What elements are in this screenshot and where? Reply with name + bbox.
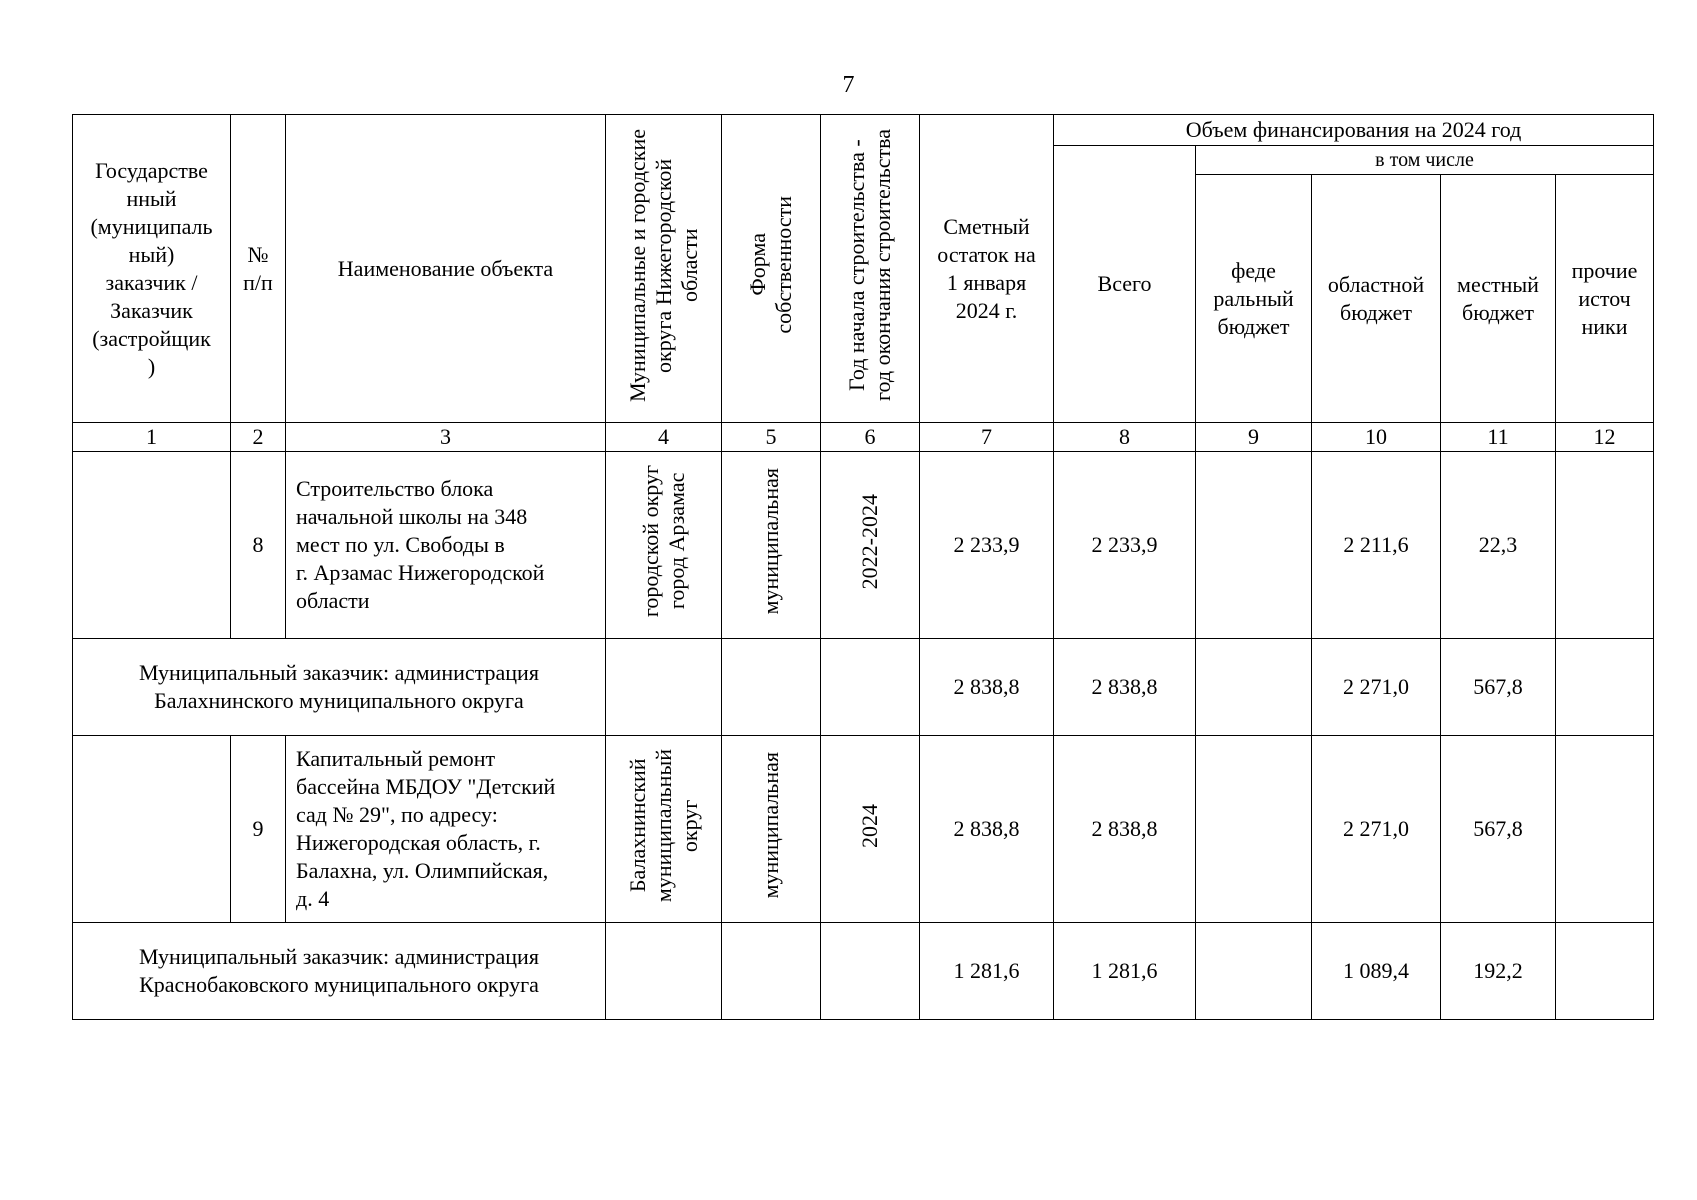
total-value: 2 838,8	[1054, 736, 1196, 923]
federal-value	[1196, 639, 1312, 736]
table-row-customer-krasnobakovsky	[73, 923, 1654, 1020]
total-value: 1 281,6	[1054, 923, 1196, 1020]
header-municipality	[606, 115, 722, 423]
customer-label: Муниципальный заказчик: администрация Балахнинского муниципального округа	[73, 639, 606, 736]
municipality-cell	[606, 736, 722, 923]
ownership-cell	[722, 639, 821, 736]
regional-value: 1 089,4	[1312, 923, 1441, 1020]
column-number: 2	[231, 423, 286, 452]
regional-value: 2 271,0	[1312, 639, 1441, 736]
municipality-cell	[606, 923, 722, 1020]
header-local: местный бюджет	[1441, 175, 1556, 423]
years-cell	[821, 639, 920, 736]
ownership-cell	[722, 923, 821, 1020]
column-number: 1	[73, 423, 231, 452]
header-ownership-text: Форма собственности	[745, 196, 796, 334]
column-number: 9	[1196, 423, 1312, 452]
years-text: 2024	[857, 803, 882, 848]
header-total: Всего	[1054, 146, 1196, 423]
municipality-cell	[606, 639, 722, 736]
table-row-customer-balakhna	[73, 639, 1654, 736]
municipality-text: Балахнинский муниципальный округ	[624, 748, 702, 903]
header-regional: областной бюджет	[1312, 175, 1441, 423]
ownership-text: муниципальная	[758, 468, 783, 615]
header-years-text: Год начала строительства - год окончания строительства	[844, 129, 895, 401]
local-value: 567,8	[1441, 736, 1556, 923]
column-number: 7	[920, 423, 1054, 452]
federal-value	[1196, 923, 1312, 1020]
other-value	[1556, 452, 1654, 639]
other-value	[1556, 639, 1654, 736]
ownership-cell	[722, 452, 821, 639]
column-number: 4	[606, 423, 722, 452]
years-cell	[821, 923, 920, 1020]
years-cell	[821, 736, 920, 923]
local-value: 567,8	[1441, 639, 1556, 736]
header-federal: феде ральный бюджет	[1196, 175, 1312, 423]
other-value	[1556, 923, 1654, 1020]
header-other: прочие источ ники	[1556, 175, 1654, 423]
header-num: № п/п	[231, 115, 286, 423]
page-number: 7	[842, 72, 855, 98]
ownership-cell	[722, 736, 821, 923]
estimate-value: 2 838,8	[920, 639, 1054, 736]
financing-table	[72, 114, 1654, 1020]
table-row-item-8	[73, 452, 1654, 639]
total-value: 2 838,8	[1054, 639, 1196, 736]
customer-cell	[73, 452, 231, 639]
item-number: 9	[231, 736, 286, 923]
column-number: 12	[1556, 423, 1654, 452]
years-cell	[821, 452, 920, 639]
column-number: 5	[722, 423, 821, 452]
column-number: 8	[1054, 423, 1196, 452]
header-object-name: Наименование объекта	[286, 115, 606, 423]
header-ownership	[722, 115, 821, 423]
header-municipality-text: Муниципальные и городские округа Нижегородской области	[624, 128, 702, 402]
estimate-value: 2 838,8	[920, 736, 1054, 923]
item-number: 8	[231, 452, 286, 639]
column-number: 6	[821, 423, 920, 452]
column-number: 3	[286, 423, 606, 452]
header-customer: Государстве нный (муниципаль ный) заказчик / Заказчик (застройщик )	[73, 115, 231, 423]
municipality-text: городской округ город Арзамас	[637, 465, 689, 618]
years-text: 2022-2024	[857, 493, 882, 590]
table-row-item-9	[73, 736, 1654, 923]
regional-value: 2 271,0	[1312, 736, 1441, 923]
header-years	[821, 115, 920, 423]
estimate-value: 2 233,9	[920, 452, 1054, 639]
ownership-text: муниципальная	[758, 752, 783, 899]
column-numbers-row	[73, 423, 1654, 452]
header-funding-group: Объем финансирования на 2024 год	[1054, 115, 1654, 146]
header-estimate: Сметный остаток на 1 января 2024 г.	[920, 115, 1054, 423]
header-including: в том числе	[1196, 146, 1654, 175]
header-row-1	[73, 115, 1654, 146]
local-value: 22,3	[1441, 452, 1556, 639]
column-number: 10	[1312, 423, 1441, 452]
total-value: 2 233,9	[1054, 452, 1196, 639]
customer-label: Муниципальный заказчик: администрация Краснобаковского муниципального округа	[73, 923, 606, 1020]
object-name: Строительство блока начальной школы на 348 мест по ул. Свободы в г. Арзамас Нижегородской области	[286, 452, 606, 639]
estimate-value: 1 281,6	[920, 923, 1054, 1020]
object-name: Капитальный ремонт бассейна МБДОУ "Детский сад № 29", по адресу: Нижегородская область, г. Балахна, ул. Олимпийская, д. 4	[286, 736, 606, 923]
other-value	[1556, 736, 1654, 923]
municipality-cell	[606, 452, 722, 639]
federal-value	[1196, 736, 1312, 923]
federal-value	[1196, 452, 1312, 639]
customer-cell	[73, 736, 231, 923]
column-number: 11	[1441, 423, 1556, 452]
regional-value: 2 211,6	[1312, 452, 1441, 639]
local-value: 192,2	[1441, 923, 1556, 1020]
